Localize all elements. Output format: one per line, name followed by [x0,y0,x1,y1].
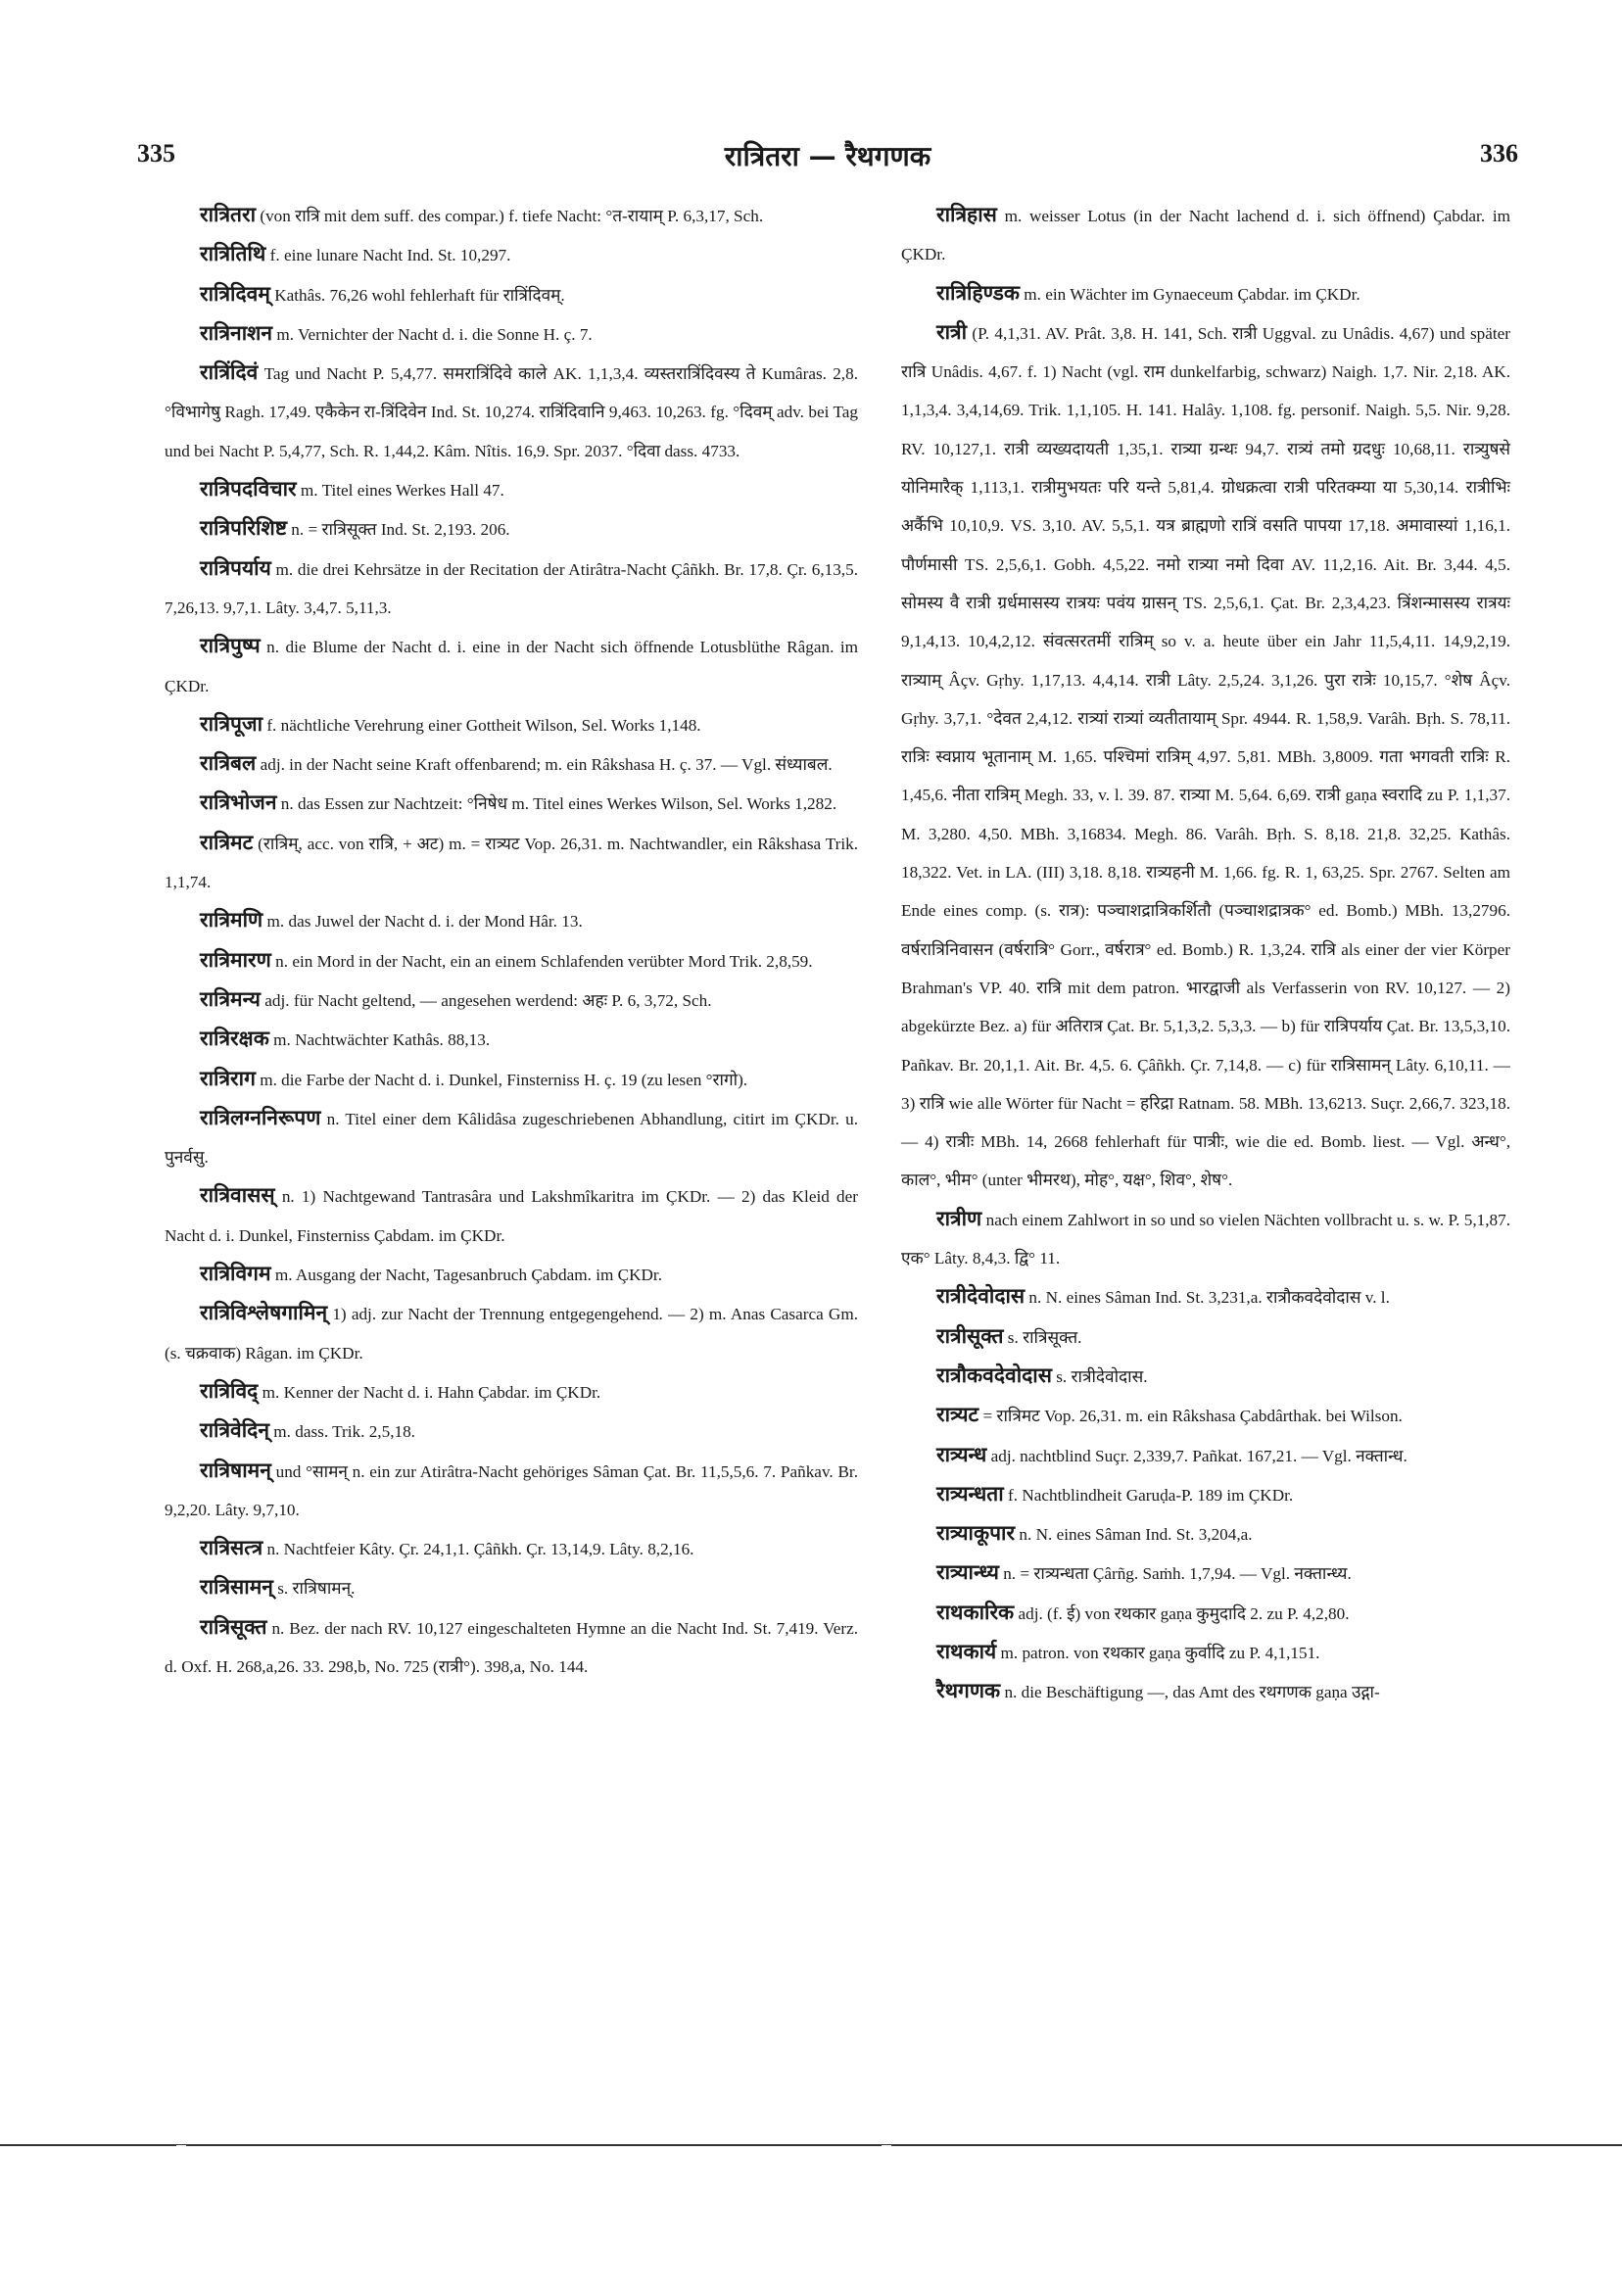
dictionary-entry [165,784,858,823]
dictionary-entry [165,275,858,314]
dictionary-entry [901,1554,1510,1593]
entry-definition: adj. nachtblind Suçr. 2,339,7. Pañkat. 167,21. — Vgl. नक्तान्ध. [990,1446,1407,1465]
entry-headword: रात्रितिथि [200,242,266,266]
entry-definition: = रात्रिमट Vop. 26,31. m. ein Râkshasa Çabdârthak. bei Wilson. [982,1407,1403,1426]
entry-headword: रैथगणक [936,1679,1001,1703]
dictionary-entry [901,1200,1510,1278]
entry-definition: (रात्रिम्, acc. von रात्रि, + अट) m. = रात्र्यट Vop. 26,31. m. Nachtwandler, ein Râkshasa Trik. 1,1,74. [165,834,859,892]
left-column [165,196,858,1686]
entry-headword: रात्रिषामन् [200,1458,271,1482]
entry-definition: (P. 4,1,31. AV. Prât. 3,8. H. 141, Sch. रात्री Uggval. zu Unâdis. 4,67) und später रात्रि Unâdis. 4,67. f. 1) Nacht (vgl. राम dunkelfarbig, schwarz) Naigh. 1,7. Nir. 2,18. AK. 1,1,3,4. 3,4,14,69. Trik. 1,1,105. H. 141. Halây. 1,108. fg. personif. Naigh. 5,5. Nir. 9,28. RV. 10,127,1. रात्री व्यख्यदायती 1,35,1. रात्र्या ग्रन्थः 94,7. रात्र्यं तमो ग्रदधुः 10,68,11. रात्र्युषसे योनिमारैक् 1,113,1. रात्रीमुभयतः परि यन्ते 5,81,4. ग्रोधक्रत्वा रात्री परितक्म्या या 5,30,14. रात्रीभिः अर्कैभि 10,10,9. VS. 3,10. AV. 5,5,1. यत्र ब्राह्मणो रात्रिं वसति पापया 17,18. अमावास्यां 1,16,1. पौर्णमासी TS. 2,5,6,1. Gobh. 4,5,22. नमो रात्र्या नमो दिवा AV. 11,2,16. Ait. Br. 3,44. 4,5. सोमस्य वै रात्री ग्रर्धमासस्य रात्रयः पवंय ग्रासन् TS. 2,5,6,1. Çat. Br. 2,3,4,23. त्रिंशन्मासस्य रात्रयः 9,1,4,13. 10,4,2,12. संवत्सरतमीं रात्रिम् so v. a. heute über ein Jahr 11,5,4,11. 14,9,2,19. रात्र्याम् Âçv. Gṛhy. 1,17,13. 4,4,14. रात्री Lâty. 2,5,24. 3,1,26. पुरा रात्रेः 10,15,7. °शेष Âçv. Gṛhy. 3,7,1. °देवत 2,4,12. रात्र्यां रात्र्यां व्यतीतायाम् Spr. 4944. R. 1,58,9. Varâh. Bṛh. S. 78,11. रात्रिः स्वप्नाय भूतानाम् M. 1,65. पश्चिमां रात्रिम् 4,97. 5,81. MBh. 3,8009. गता भगवती रात्रिः R. 1,45,6. नीता रात्रिम् Megh. 33, v. l. 39. 87. रात्र्या M. 5,64. 6,69. रात्री gaṇa स्वरादि zu P. 1,1,37. M. 3,280. 4,50. MBh. 3,16834. Megh. 86. Varâh. Bṛh. S. 8,18. 21,8. 32,25. Kathâs. 18,322. Vet. in LA. (III) 3,18. 8,18. रात्र्यहनी M. 1,66. fg. R. 1, 63,25. Spr. 2767. Selten am Ende eines comp. (s. रात्र): पञ्चाशद्रात्रिकर्शितौ (पञ्चाशद्रात्रक° ed. Bomb.) MBh. 13,2796. वर्षरात्रिनिवासन (वर्षरात्रि° Gorr., वर्षरात्र° ed. Bomb.) R. 1,3,24. रात्रि als einer der vier Körper Brahman's VP. 40. रात्रि mit dem patron. भारद्वाजी als Verfasserin von RV. 10,127. — 2) abgekürzte Bez. a) für अतिरात्र Çat. Br. 5,1,3,2. 5,3,3. — b) für रात्रिपर्याय Çat. Br. 13,5,3,10. Pañkav. Br. 20,1,1. Ait. Br. 4,5. 6. Çâñkh. Çr. 7,14,8. — c) für रात्रिसामन् Lâty. 6,10,11. — 3) रात्रि wie alle Wörter für Nacht = हरिद्रा Ratnam. 58. MBh. 13,6213. Suçr. 2,66,7. 323,18. — 4) रात्रीः MBh. 14, 2668 fehlerhaft für पात्रीः, wie die ed. Bomb. liest. — Vgl. अन्ध°, काल°, भीम° (unter भीमरथ), मोह°, यक्ष°, शिव°, शेष°. [901,323,1510,1190]
dictionary-entry [901,313,1510,1200]
dictionary-entry [901,1317,1510,1357]
dictionary-entry [165,1452,858,1530]
dictionary-entry [165,314,858,354]
entry-headword: रात्रीण [936,1206,982,1230]
entry-headword: रात्रिपरिशिष्ट [200,516,287,541]
entry-headword: रात्रिबल [200,751,257,776]
dictionary-entry [165,1176,858,1255]
entry-headword: रात्रिसूक्त [200,1614,267,1639]
entry-definition: m. das Juwel der Nacht d. i. der Mond Hâr. 13. [266,912,583,932]
dictionary-entry [165,550,858,628]
dictionary-entry [165,627,858,705]
entry-headword: रात्रिहिण्डक [936,280,1020,305]
entry-definition: n. die Blume der Nacht d. i. eine in der Nacht sich öffnende Lotusblüthe Râgan. im ÇKDr. [165,638,858,695]
entry-definition: Tag und Nacht P. 5,4,77. समरात्रिंदिवे काले AK. 1,1,3,4. व्यस्तरात्रिंदिवस्य ते Kumâras. 2,8. °विभागेषु Ragh. 17,49. एकैकेन रा-त्रिंदिवेन Ind. St. 10,274. रात्रिंदिवानि 9,463. 10,263. fg. °दिवम् adv. bei Tag und bei Nacht P. 5,4,77, Sch. R. 1,44,2. Kâm. Nîtis. 16,9. Spr. 2037. °दिवा dass. 4733. [165,364,858,460]
entry-headword: रात्र्यान्ध्य [936,1560,999,1585]
dictionary-entry [901,1396,1510,1435]
dictionary-entry [165,1608,858,1687]
entry-definition: f. eine lunare Nacht Ind. St. 10,297. [269,246,511,265]
entry-headword: रात्रीदेवोदास [936,1284,1026,1309]
entry-definition: m. Vernichter der Nacht d. i. die Sonne H. ç. 7. [276,324,593,344]
entry-definition: 1) adj. zur Nacht der Trennung entgegengehend. — 2) m. Anas Casarca Gm. (s. चक्रवाक) Râgan. im ÇKDr. [165,1305,858,1363]
entry-definition: n. die Beschäftigung —, das Amt des रथगणक gaṇa उद्गा- [1004,1683,1380,1702]
entry-headword: रात्रिनाशन [200,320,273,345]
entry-definition: m. die Farbe der Nacht d. i. Dunkel, Finsterniss H. ç. 19 (zu lesen °रागो). [260,1070,748,1089]
entry-headword: रात्री [936,319,968,344]
entry-headword: रात्र्याकूपार [936,1521,1016,1546]
entry-definition: n. N. eines Sâman Ind. St. 3,204,a. [1019,1525,1253,1545]
entry-definition: n. Bez. der nach RV. 10,127 eingeschalteten Hymne an die Nacht Ind. St. 7,419. Verz. d. Oxf. H. 268,a,26. 33. 298,b, No. 725 (रात्री°). 398,a, No. 144. [165,1618,858,1676]
entry-definition: n. 1) Nachtgewand Tantrasâra und Lakshmîkaritra im ÇKDr. — 2) das Kleid der Nacht d. i. Dunkel, Finsterniss Çabdam. im ÇKDr. [165,1187,858,1245]
dictionary-entry [165,470,858,509]
entry-headword: रात्रिविगम [200,1262,271,1286]
entry-headword: राथकार्य [936,1639,997,1663]
entry-headword: राथकारिक [936,1600,1015,1624]
dictionary-entry [165,1372,858,1411]
entry-headword: रात्रिहास [936,203,997,226]
entry-headword: रात्रौकवदेवोदास [936,1363,1052,1387]
entry-headword: रात्रिदिवम् [200,281,270,306]
dictionary-entry [901,1277,1510,1316]
entry-headword: रात्रिसत्त्र [200,1536,263,1560]
entry-definition: f. Nachtblindheit Garuḍa-P. 189 im ÇKDr. [1008,1485,1294,1505]
dictionary-entry [901,1436,1510,1475]
dictionary-entry [901,1633,1510,1672]
dictionary-entry [165,824,858,902]
entry-definition: m. weisser Lotus (in der Nacht lachend d. i. sich öffnend) Çabdar. im ÇKDr. [901,207,1510,264]
entry-definition: m. die drei Kehrsätze in der Recitation der Atirâtra-Nacht Çâñkh. Br. 17,8. Çr. 6,13,5. 7,26,13. 9,7,1. Lâty. 3,4,7. 5,11,3. [165,559,858,617]
dictionary-entry [165,1020,858,1059]
entry-definition: m. ein Wächter im Gynaeceum Çabdar. im ÇKDr. [1024,284,1360,304]
entry-definition: f. nächtliche Verehrung einer Gottheit Wilson, Sel. Works 1,148. [266,715,701,735]
right-column [901,196,1510,1712]
entry-definition: und °सामन् n. ein zur Atirâtra-Nacht gehöriges Sâman Çat. Br. 11,5,5,6. 7. Pañkav. Br. 9,2,20. Lâty. 9,7,10. [165,1461,858,1519]
dictionary-entry [165,981,858,1020]
entry-definition: (von रात्रि mit dem suff. des compar.) f. tiefe Nacht: °त-रायाम् P. 6,3,17, Sch. [260,207,764,225]
dictionary-entry [165,901,858,940]
entry-headword: रात्रिवासस् [200,1183,275,1208]
entry-headword: रात्रिलग्ननिरूपण [200,1105,321,1129]
entry-headword: रात्रिमणि [200,908,263,933]
entry-definition: n. = रात्रिसूक्त Ind. St. 2,193. 206. [291,520,510,540]
entry-headword: रात्रिपर्याय [200,555,271,580]
dictionary-entry [901,1357,1510,1396]
entry-headword: रात्रिरक्षक [200,1027,269,1051]
dictionary-entry [901,196,1510,274]
dictionary-entry [165,1568,858,1607]
entry-definition: n. ein Mord in der Nacht, ein an einem Schlafenden verübter Mord Trik. 2,8,59. [275,951,813,971]
dictionary-entry [165,1099,858,1177]
dictionary-entry [165,509,858,549]
dictionary-entry [165,1255,858,1294]
dictionary-entry [901,1514,1510,1554]
entry-definition: adj. (f. ई) von रथकार gaṇa कुमुदादि 2. zu P. 4,2,80. [1018,1603,1350,1623]
dictionary-entry [901,1475,1510,1514]
entry-headword: रात्रिमारण [200,947,271,972]
entry-definition: adj. für Nacht geltend, — angesehen werdend: अहः P. 6, 3,72, Sch. [264,990,712,1010]
entry-headword: रात्रिमन्य [200,986,261,1011]
entry-definition: m. dass. Trik. 2,5,18. [273,1422,415,1442]
entry-headword: रात्रिमट [200,830,254,854]
entry-definition: Kathâs. 76,26 wohl fehlerhaft für रात्रिंदिवम्. [274,285,565,305]
dictionary-entry [165,705,858,744]
dictionary-entry [165,1060,858,1099]
dictionary-entry [165,941,858,981]
entry-headword: रात्र्यन्धता [936,1481,1004,1506]
entry-definition: m. Nachtwächter Kathâs. 88,13. [273,1030,491,1050]
entry-headword: रात्रीसूक्त [936,1323,1004,1348]
entry-definition: n. das Essen zur Nachtzeit: °निषेध m. Titel eines Werkes Wilson, Sel. Works 1,282. [280,794,837,814]
dictionary-entry [165,196,858,235]
dictionary-entry [165,235,858,274]
entry-definition: n. N. eines Sâman Ind. St. 3,231,a. रात्रौकवदेवोदास v. l. [1028,1288,1390,1308]
footer-rule [0,2144,1622,2146]
dictionary-entry [165,1294,858,1372]
dictionary-entry [165,744,858,784]
dictionary-entry [165,354,858,470]
entry-headword: रात्रिवेदिन् [200,1418,269,1443]
entry-headword: रात्रिंदिवं [200,360,259,385]
dictionary-entry [165,1529,858,1568]
dictionary-entry [165,1411,858,1451]
entry-definition: m. Ausgang der Nacht, Tagesanbruch Çabdam. im ÇKDr. [274,1266,663,1285]
entry-definition: n. Nachtfeier Kâty. Çr. 24,1,1. Çâñkh. Çr. 13,14,9. Lâty. 8,2,16. [266,1540,694,1559]
entry-headword: रात्रिभोजन [200,790,277,815]
right-page-number: 336 [1480,139,1518,167]
entry-definition: m. Titel eines Werkes Hall 47. [300,481,504,501]
entry-definition: s. रात्रीदेवोदास. [1056,1366,1148,1386]
page-header [137,139,1518,178]
entry-definition: s. रात्रिषामन्. [277,1579,356,1599]
entry-definition: m. Kenner der Nacht d. i. Hahn Çabdar. im ÇKDr. [262,1382,601,1402]
entry-headword: रात्रिपुष्प [200,634,261,658]
entry-definition: nach einem Zahlwort in so und so vielen Nächten vollbracht u. s. w. P. 5,1,87. एक° Lâty. 8,4,3. द्वि° 11. [901,1210,1511,1268]
entry-headword: रात्रिसामन् [200,1575,273,1600]
entry-headword: रात्रितरा [200,203,257,226]
entry-definition: adj. in der Nacht seine Kraft offenbarend; m. ein Râkshasa H. ç. 37. — Vgl. संध्याबल. [260,755,833,775]
entry-definition: s. रात्रिसूक्त. [1007,1327,1082,1347]
running-title: रात्रितरा — रैथगणक [724,140,931,172]
dictionary-entry [901,1594,1510,1633]
entry-headword: रात्रिविश्लेषगामिन् [200,1301,328,1325]
entry-definition: m. patron. von रथकार gaṇa कुर्वादि zu P. 4,1,151. [1000,1643,1320,1662]
entry-headword: रात्र्यन्ध [936,1442,987,1466]
entry-headword: रात्र्यट [936,1403,979,1427]
left-page-number: 335 [137,139,175,167]
entry-headword: रात्रिराग [200,1066,256,1090]
entry-headword: रात्रिपूजा [200,711,263,736]
entry-definition: n. Titel einer dem Kâlidâsa zugeschriebenen Abhandlung, citirt im ÇKDr. u. पुनर्वसु. [165,1109,859,1168]
entry-definition: n. = रात्र्यन्धता Çârñg. Saṁh. 1,7,94. — Vgl. नक्तान्ध्य. [1003,1564,1352,1584]
entry-headword: रात्रिपदविचार [200,477,297,502]
entry-headword: रात्रिविद् [200,1378,259,1403]
dictionary-entry [901,1672,1510,1711]
dictionary-entry [901,274,1510,313]
